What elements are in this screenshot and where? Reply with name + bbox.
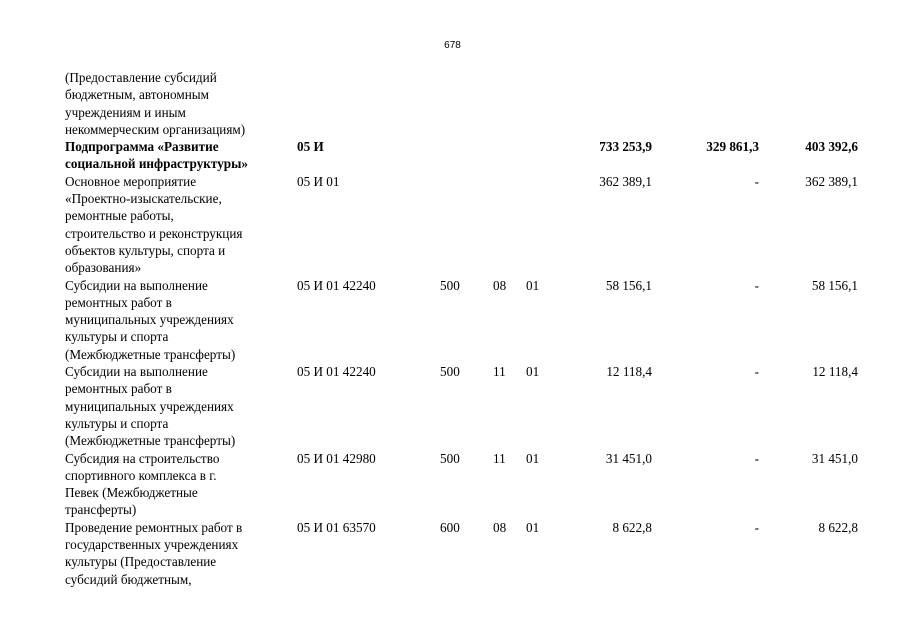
row-name-line: спортивного комплекса в г. bbox=[65, 467, 217, 483]
row-name-line: ремонтные работы, bbox=[65, 208, 174, 224]
row-name-line: государственных учреждениях bbox=[65, 537, 239, 553]
amount-total: 8 622,8 bbox=[612, 519, 652, 535]
row-name-line: (Межбюджетные трансферты) bbox=[65, 433, 236, 449]
amount-second: - bbox=[754, 450, 759, 466]
amount-third: 31 451,0 bbox=[811, 450, 858, 466]
subsection-code: 01 bbox=[526, 519, 540, 535]
row-name-line: муниципальных учреждениях bbox=[65, 398, 234, 414]
row-name-line: муниципальных учреждениях bbox=[65, 312, 234, 328]
row-name-line: трансферты) bbox=[65, 502, 137, 518]
table-row bbox=[0, 450, 905, 519]
row-name-line: «Проектно-изыскательские, bbox=[65, 191, 222, 207]
amount-second: - bbox=[754, 277, 759, 293]
row-name bbox=[65, 173, 285, 277]
table-row bbox=[0, 363, 905, 449]
section-code: 11 bbox=[493, 364, 506, 380]
target-code: 05 И 01 42240 bbox=[297, 277, 376, 293]
section-code: 11 bbox=[493, 450, 506, 466]
amount-third: 8 622,8 bbox=[818, 519, 858, 535]
row-name bbox=[65, 450, 285, 519]
amount-total: 362 389,1 bbox=[599, 173, 652, 189]
target-code: 05 И 01 bbox=[297, 173, 340, 189]
amount-total: 12 118,4 bbox=[606, 364, 652, 380]
table-row bbox=[0, 138, 905, 173]
section-code: 08 bbox=[493, 277, 507, 293]
amount-total: 58 156,1 bbox=[605, 277, 652, 293]
row-name bbox=[65, 363, 285, 449]
table-row bbox=[0, 277, 905, 363]
row-name-line: образования» bbox=[65, 260, 142, 276]
row-name-line: (Предоставление субсидий bbox=[65, 70, 217, 85]
subsection-code: 01 bbox=[526, 364, 540, 380]
amount-third: 362 389,1 bbox=[805, 173, 858, 189]
target-code: 05 И 01 42980 bbox=[297, 450, 376, 466]
row-name-line: Основное мероприятие bbox=[65, 173, 197, 189]
row-name bbox=[65, 69, 285, 138]
row-name-line: Субсидия на строительство bbox=[65, 450, 220, 466]
target-code: 05 И 01 42240 bbox=[297, 364, 376, 380]
table-row bbox=[0, 69, 905, 138]
row-name-line: бюджетным, автономным bbox=[65, 87, 209, 103]
expense-type: 600 bbox=[440, 519, 460, 535]
section-code: 08 bbox=[493, 519, 507, 535]
row-name-line: объектов культуры, спорта и bbox=[65, 242, 226, 258]
row-name-line: субсидий бюджетным, bbox=[65, 571, 192, 587]
row-name-line: культуры (Предоставление bbox=[65, 554, 217, 570]
row-name-line: строительство и реконструкция bbox=[65, 225, 243, 241]
expense-type: 500 bbox=[440, 364, 460, 380]
row-name-line: культуры и спорта bbox=[65, 329, 169, 345]
row-name-line: культуры и спорта bbox=[65, 415, 169, 431]
row-name-line: ремонтных работ в bbox=[65, 381, 172, 397]
row-name-line: Субсидии на выполнение bbox=[65, 364, 208, 380]
amount-third: 12 118,4 bbox=[812, 364, 858, 380]
subsection-code: 01 bbox=[526, 450, 540, 466]
expense-type: 500 bbox=[440, 450, 460, 466]
row-name bbox=[65, 519, 285, 588]
target-code: 05 И 01 63570 bbox=[297, 519, 376, 535]
table-row bbox=[0, 173, 905, 277]
row-name-line: ремонтных работ в bbox=[65, 294, 172, 310]
budget-table bbox=[0, 69, 905, 588]
expense-type: 500 bbox=[440, 277, 460, 293]
amount-second: 329 861,3 bbox=[706, 139, 759, 155]
amount-total: 733 253,9 bbox=[599, 139, 652, 155]
target-code: 05 И bbox=[297, 139, 324, 155]
row-name-line: социальной инфраструктуры» bbox=[65, 156, 249, 172]
row-name bbox=[65, 138, 285, 173]
page-number: 678 bbox=[444, 40, 461, 51]
amount-total: 31 451,0 bbox=[605, 450, 652, 466]
row-name-line: Проведение ремонтных работ в bbox=[65, 519, 243, 535]
row-name-line: Подпрограмма «Развитие bbox=[65, 139, 219, 155]
row-name-line: Субсидии на выполнение bbox=[65, 277, 208, 293]
row-name-line: (Межбюджетные трансферты) bbox=[65, 346, 236, 362]
subsection-code: 01 bbox=[526, 277, 540, 293]
row-name-line: Певек (Межбюджетные bbox=[65, 485, 198, 501]
table-row bbox=[0, 519, 905, 588]
amount-second: - bbox=[754, 364, 759, 380]
row-name-line: учреждениям и иным bbox=[65, 104, 186, 120]
amount-third: 403 392,6 bbox=[805, 139, 858, 155]
row-name-line: некоммерческим организациям) bbox=[65, 121, 246, 137]
amount-second: - bbox=[754, 173, 759, 189]
amount-third: 58 156,1 bbox=[811, 277, 858, 293]
row-name bbox=[65, 277, 285, 363]
amount-second: - bbox=[754, 519, 759, 535]
